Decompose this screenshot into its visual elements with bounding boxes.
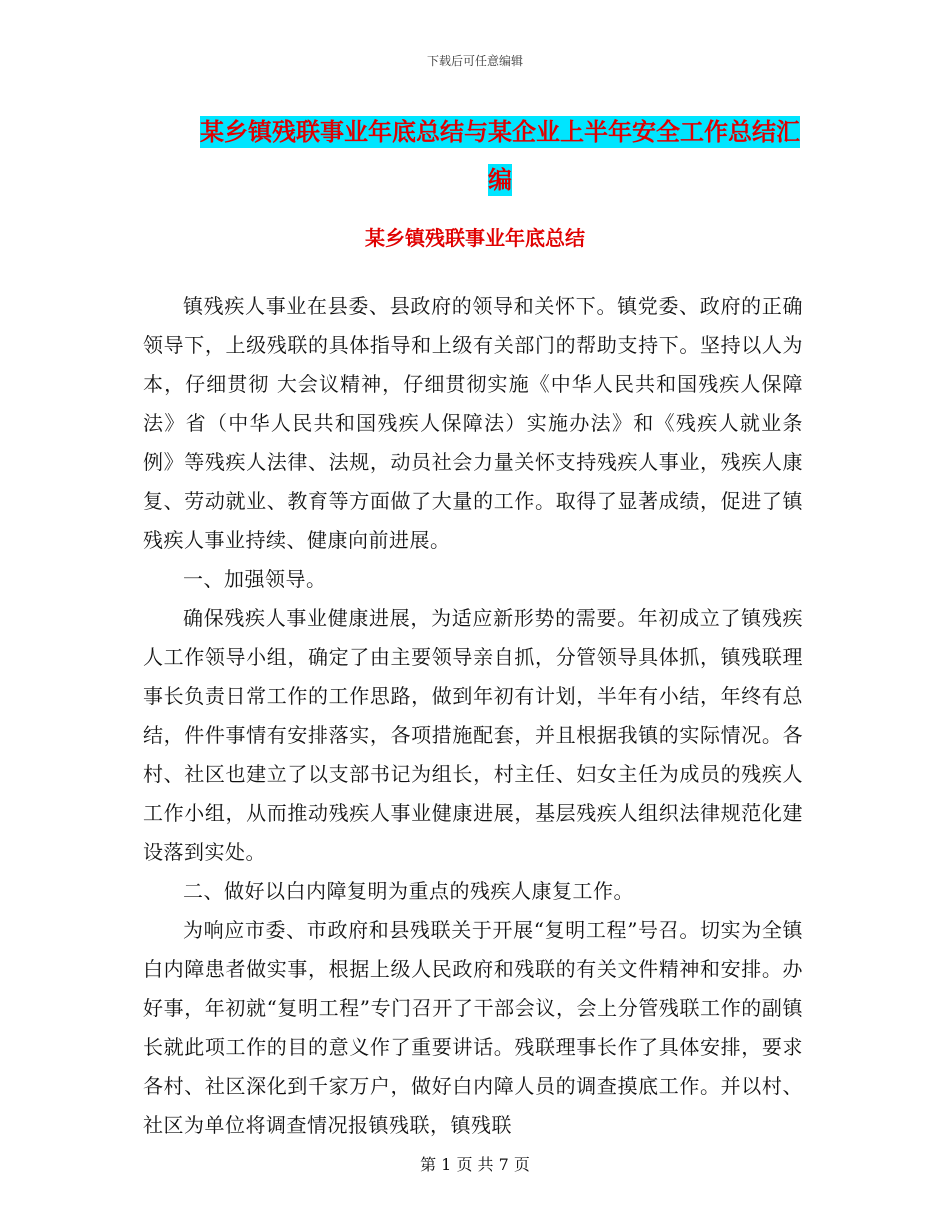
paragraph-heading: 二、做好以白内障复明为重点的残疾人康复工作。 xyxy=(183,879,634,903)
paragraph: 为响应市委、市政府和县残联关于开展“复明工程”号召。切实为全镇白内障患者做实事，根据上级人民政府和残联的有关文件精神和安排。办好事，年初就“复明工程”专门召开了干部会议，会上分管残联工作的副镇长就此项工作的目的意义作了重要讲话。残联理事长作了具体安排，要求各村、社区深化到千家万户，做好白内障人员的调查摸底工作。并以村、社区为单位将调查情况报镇残联，镇残联 xyxy=(143,918,803,1137)
document-title-text: 某乡镇残联事业年底总结与某企业上半年安全工作总结汇编 xyxy=(200,118,800,194)
document-title xyxy=(190,108,810,204)
paragraph: 镇残疾人事业在县委、县政府的领导和关怀下。镇党委、政府的正确领导下，上级残联的具体指导和上级有关部门的帮助支持下。坚持以人为本，仔细贯彻 大会议精神，仔细贯彻实施《中华人民共和国残疾人保障法》省（中华人民共和国残疾人保障法）实施办法》和《残疾人就业条例》等残疾人法律、法规，动员社会力量关怀支持残疾人事业，残疾人康复、劳动就业、教育等方面做了大量的工作。取得了显著成绩，促进了镇残疾人事业持续、健康向前进展。 xyxy=(143,294,803,552)
section-title: 某乡镇残联事业年底总结 xyxy=(365,226,585,250)
page-number: 第 1 页 共 7 页 xyxy=(420,1155,530,1174)
paragraph: 确保残疾人事业健康进展，为适应新形势的需要。年初成立了镇残疾人工作领导小组，确定了由主要领导亲自抓，分管领导具体抓，镇残联理事长负责日常工作的工作思路，做到年初有计划，半年有小结，年终有总结，件件事情有安排落实，各项措施配套，并且根据我镇的实际情况。各村、社区也建立了以支部书记为组长，村主任、妇女主任为成员的残疾人工作小组，从而推动残疾人事业健康进展，基层残疾人组织法律规范化建设落到实处。 xyxy=(143,606,803,864)
paragraph-heading: 一、加强领导。 xyxy=(183,567,327,591)
document-body xyxy=(143,287,803,1145)
header-note: 下载后可任意编辑 xyxy=(426,54,523,68)
